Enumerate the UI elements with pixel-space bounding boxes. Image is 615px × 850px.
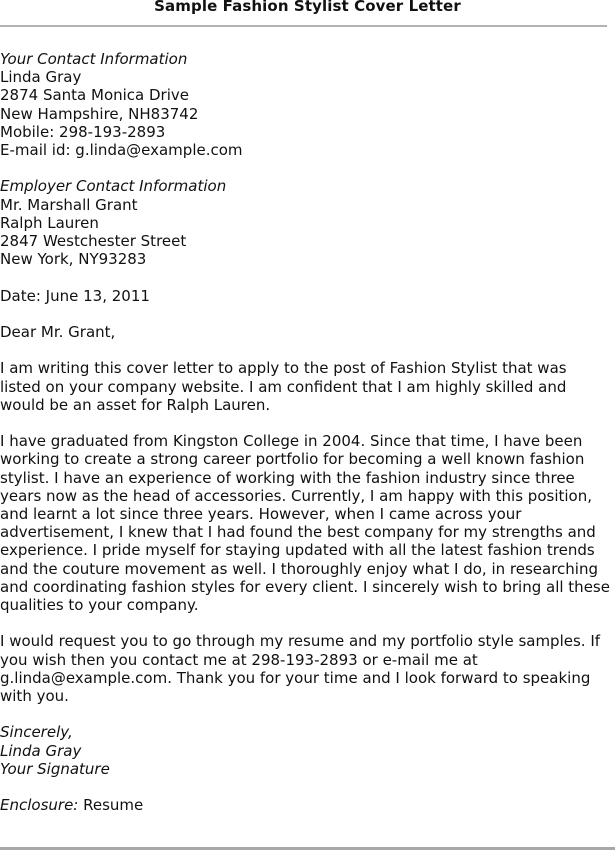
- letter-date: Date: June 13, 2011: [0, 286, 150, 305]
- enclosure-label: Enclosure:: [0, 796, 79, 815]
- valediction: Sincerely,: [0, 723, 73, 742]
- sender-mobile: Mobile: 298-193-2893: [0, 122, 166, 141]
- spacer: [0, 305, 615, 323]
- employer-address-line2: New York, NY93283: [0, 250, 147, 269]
- salutation: Dear Mr. Grant,: [0, 323, 116, 341]
- paragraph-line: with you.: [0, 687, 69, 706]
- sender-email: E-mail id: g.linda@example.com: [0, 141, 243, 160]
- paragraph-line: qualities to your company.: [0, 596, 199, 615]
- closing-name: Linda Gray: [0, 741, 82, 760]
- paragraph-line: experience. I pride myself for staying updated with all the latest fashion trends: [0, 541, 595, 560]
- spacer: [0, 778, 615, 796]
- spacer: [0, 268, 615, 286]
- spacer: [0, 341, 615, 359]
- paragraph-line: listed on your company website. I am confident that I am highly skilled and: [0, 377, 567, 396]
- paragraph-line: I have graduated from Kingston College in 2004. Since that time, I have been: [0, 432, 583, 451]
- top-divider: [0, 25, 607, 27]
- employer-company: Ralph Lauren: [0, 213, 99, 232]
- paragraph-line: I would request you to go through my resume and my portfolio style samples. If: [0, 632, 601, 651]
- document-title: Sample Fashion Stylist Cover Letter: [154, 0, 461, 15]
- letter-body: [0, 50, 615, 814]
- sender-contact-block: [0, 50, 615, 159]
- paragraph-line: stylist. I have an experience of working with the fashion industry since three: [0, 468, 575, 487]
- sender-address-line1: 2874 Santa Monica Drive: [0, 86, 189, 105]
- paragraph-intro: [0, 359, 615, 414]
- spacer: [0, 414, 615, 432]
- paragraph-line: you wish then you contact me at 298-193-2893 or e-mail me at: [0, 650, 478, 669]
- paragraph-closing: [0, 632, 615, 705]
- spacer: [0, 614, 615, 632]
- paragraph-line: and learnt a lot since three years. However, when I came across your: [0, 505, 522, 523]
- paragraph-line: and the couture movement as well. I thoroughly enjoy what I do, in researching: [0, 559, 598, 578]
- paragraph-experience: [0, 432, 615, 614]
- enclosure-value: Resume: [78, 796, 144, 815]
- paragraph-line: years now as the head of accessories. Currently, I am happy with this position,: [0, 486, 592, 505]
- employer-name: Mr. Marshall Grant: [0, 195, 138, 214]
- spacer: [0, 705, 615, 723]
- paragraph-line: and coordinating fashion styles for every client. I sincerely wish to bring all these: [0, 577, 610, 596]
- signature-placeholder: Your Signature: [0, 759, 110, 778]
- paragraph-line: I am writing this cover letter to apply to the post of Fashion Stylist that was: [0, 359, 567, 378]
- closing-block: [0, 723, 615, 778]
- paragraph-line: would be an asset for Ralph Lauren.: [0, 395, 271, 414]
- sender-heading: Your Contact Information: [0, 50, 188, 68]
- paragraph-line: g.linda@example.com. Thank you for your time and I look forward to speaking: [0, 668, 591, 687]
- sender-address-line2: New Hampshire, NH83742: [0, 104, 199, 123]
- employer-heading: Employer Contact Information: [0, 177, 227, 196]
- paragraph-line: advertisement, I knew that I had found the best company for my strengths and: [0, 523, 596, 542]
- enclosure-line: [0, 796, 615, 814]
- employer-contact-block: [0, 177, 615, 268]
- paragraph-line: working to create a strong career portfolio for becoming a well known fashion: [0, 450, 585, 469]
- spacer: [0, 159, 615, 177]
- employer-address-line1: 2847 Westchester Street: [0, 232, 187, 251]
- sender-name: Linda Gray: [0, 68, 82, 87]
